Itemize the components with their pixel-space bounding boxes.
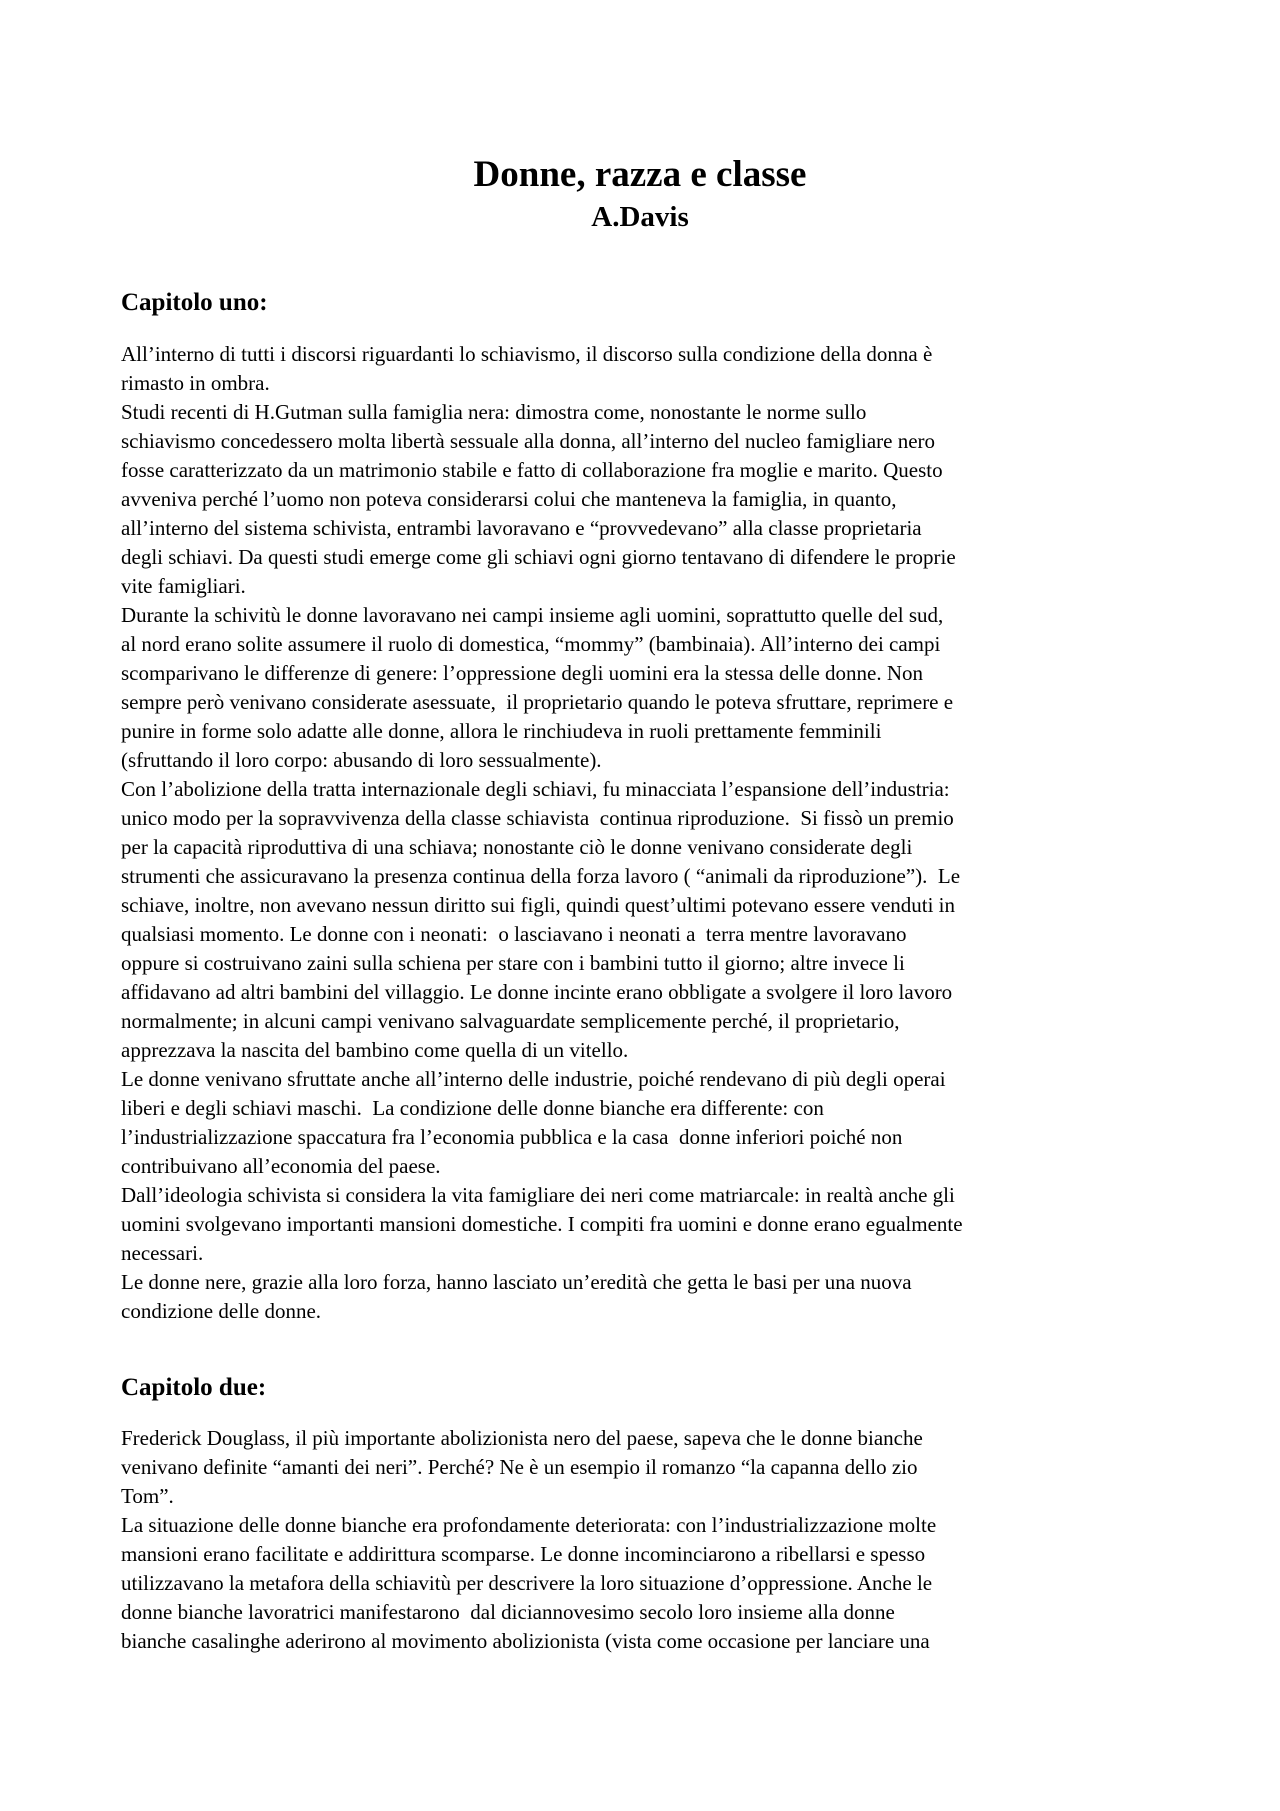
text-line: l’industrializzazione spaccatura fra l’economia pubblica e la casa donne inferiori poiché non bbox=[121, 1125, 903, 1149]
text-line: sempre però venivano considerate asessuate, il proprietario quando le poteva sfruttare, reprimere e bbox=[121, 690, 954, 714]
document-title: Donne, razza e classe bbox=[473, 154, 807, 195]
paragraph bbox=[121, 340, 1181, 398]
paragraph bbox=[121, 1268, 1181, 1326]
text-line: Con l’abolizione della tratta internazionale degli schiavi, fu minacciata l’espansione dell’industria: bbox=[121, 777, 950, 801]
chapter-heading: Capitolo uno: bbox=[121, 289, 268, 316]
text-line: Studi recenti di H.Gutman sulla famiglia nera: dimostra come, nonostante le norme sullo bbox=[121, 400, 867, 424]
text-line: Tom”. bbox=[121, 1484, 174, 1508]
text-line: Le donne venivano sfruttate anche all’interno delle industrie, poiché rendevano di più degli operai bbox=[121, 1067, 946, 1091]
text-line: utilizzavano la metafora della schiavitù per descrivere la loro situazione d’oppressione. Anche le bbox=[121, 1571, 933, 1595]
chapter-heading: Capitolo due: bbox=[121, 1374, 267, 1401]
text-line: affidavano ad altri bambini del villaggio. Le donne incinte erano obbligate a svolgere il loro lavoro bbox=[121, 980, 953, 1004]
paragraph bbox=[121, 1181, 1181, 1268]
text-line: rimasto in ombra. bbox=[121, 371, 270, 395]
text-line: Durante la schivitù le donne lavoravano nei campi insieme agli uomini, soprattutto quelle del sud, bbox=[121, 603, 944, 627]
document-author: A.Davis bbox=[591, 201, 689, 233]
text-line: fosse caratterizzato da un matrimonio stabile e fatto di collaborazione fra moglie e marito. Questo bbox=[121, 458, 943, 482]
text-line: schiave, inoltre, non avevano nessun diritto sui figli, quindi quest’ultimi potevano essere venduti in bbox=[121, 893, 956, 917]
text-line: Dall’ideologia schivista si considera la vita famigliare dei neri come matriarcale: in realtà anche gli bbox=[121, 1183, 955, 1207]
text-line: uomini svolgevano importanti mansioni domestiche. I compiti fra uomini e donne erano egualmente bbox=[121, 1212, 963, 1236]
chapter-body bbox=[121, 1424, 1181, 1656]
text-line: All’interno di tutti i discorsi riguardanti lo schiavismo, il discorso sulla condizione della donna è bbox=[121, 342, 933, 366]
text-line: venivano definite “amanti dei neri”. Perché? Ne è un esempio il romanzo “la capanna dello zio bbox=[121, 1455, 918, 1479]
text-line: oppure si costruivano zaini sulla schiena per stare con i bambini tutto il giorno; altre invece li bbox=[121, 951, 905, 975]
text-line: avveniva perché l’uomo non poteva considerarsi colui che manteneva la famiglia, in quanto, bbox=[121, 487, 897, 511]
text-line: Frederick Douglass, il più importante abolizionista nero del paese, sapeva che le donne bianche bbox=[121, 1426, 923, 1450]
text-line: donne bianche lavoratrici manifestarono dal diciannovesimo secolo loro insieme alla donne bbox=[121, 1600, 895, 1624]
text-line: per la capacità riproduttiva di una schiava; nonostante ciò le donne venivano considerate degli bbox=[121, 835, 913, 859]
paragraph bbox=[121, 775, 1181, 1065]
text-line: punire in forme solo adatte alle donne, allora le rinchiudeva in ruoli prettamente femminili bbox=[121, 719, 882, 743]
text-line: al nord erano solite assumere il ruolo di domestica, “mommy” (bambinaia). All’interno dei campi bbox=[121, 632, 941, 656]
text-line: bianche casalinghe aderirono al movimento abolizionista (vista come occasione per lanciare una bbox=[121, 1629, 930, 1653]
paragraph bbox=[121, 1424, 1181, 1511]
paragraph bbox=[121, 601, 1181, 775]
text-line: unico modo per la sopravvivenza della classe schiavista continua riproduzione. Si fissò un premio bbox=[121, 806, 954, 830]
text-line: normalmente; in alcuni campi venivano salvaguardate semplicemente perché, il proprietario, bbox=[121, 1009, 900, 1033]
paragraph bbox=[121, 398, 1181, 601]
text-line: contribuivano all’economia del paese. bbox=[121, 1154, 441, 1178]
text-line: schiavismo concedessero molta libertà sessuale alla donna, all’interno del nucleo famigliare nero bbox=[121, 429, 936, 453]
text-line: strumenti che assicuravano la presenza continua della forza lavoro ( “animali da riproduzione”). Le bbox=[121, 864, 961, 888]
text-line: vite famigliari. bbox=[121, 574, 246, 598]
chapter-body bbox=[121, 340, 1181, 1326]
text-line: (sfruttando il loro corpo: abusando di loro sessualmente). bbox=[121, 748, 602, 772]
paragraph bbox=[121, 1065, 1181, 1181]
text-line: La situazione delle donne bianche era profondamente deteriorata: con l’industrializzazione molte bbox=[121, 1513, 937, 1537]
text-line: Le donne nere, grazie alla loro forza, hanno lasciato un’eredità che getta le basi per una nuova bbox=[121, 1270, 912, 1294]
text-line: apprezzava la nascita del bambino come quella di un vitello. bbox=[121, 1038, 629, 1062]
text-line: condizione delle donne. bbox=[121, 1299, 322, 1323]
text-line: necessari. bbox=[121, 1241, 204, 1265]
text-line: qualsiasi momento. Le donne con i neonati: o lasciavano i neonati a terra mentre lavoravano bbox=[121, 922, 907, 946]
text-line: scomparivano le differenze di genere: l’oppressione degli uomini era la stessa delle donne. Non bbox=[121, 661, 924, 685]
text-line: all’interno del sistema schivista, entrambi lavoravano e “provvedevano” alla classe proprietaria bbox=[121, 516, 922, 540]
text-line: liberi e degli schiavi maschi. La condizione delle donne bianche era differente: con bbox=[121, 1096, 824, 1120]
text-line: degli schiavi. Da questi studi emerge come gli schiavi ogni giorno tentavano di difendere le proprie bbox=[121, 545, 956, 569]
paragraph bbox=[121, 1511, 1181, 1656]
text-line: mansioni erano facilitate e addirittura scomparse. Le donne incominciarono a ribellarsi e spesso bbox=[121, 1542, 926, 1566]
